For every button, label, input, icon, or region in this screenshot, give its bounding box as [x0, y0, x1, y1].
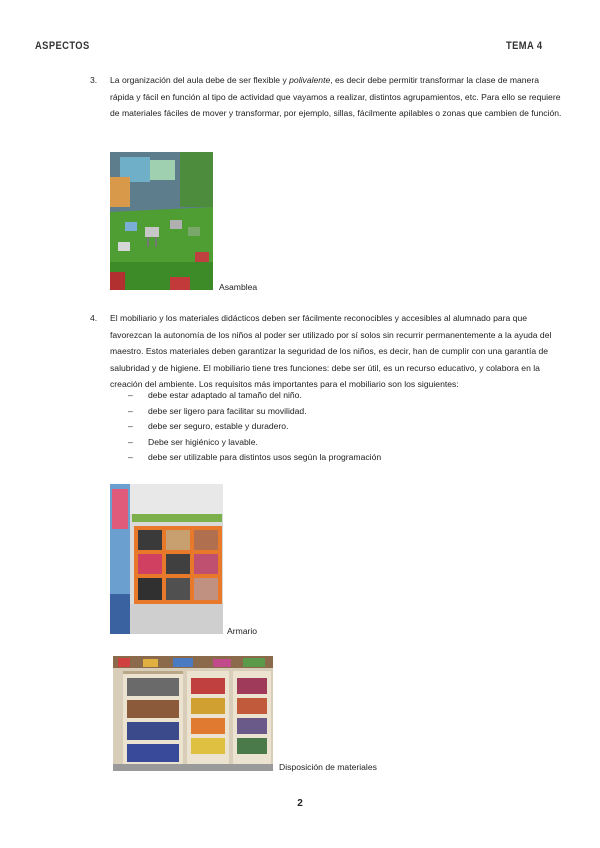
item3-paragraph	[110, 72, 565, 122]
figure1-caption: Asamblea	[219, 282, 258, 292]
item4-text: El mobiliario y los materiales didácticos deben ser fácilmente reconocibles y accesibles al alumnado para que favorezcan la autonomía de los niños al poder ser utilizado por sí solos sin recurrir permanentemente a la ayuda del maestro. Estos materiales deben garantizar la seguridad de los niños, es decir, han de cumplir con una garantía de salubridad y de higiene. El mobiliario tiene tres funciones: debe ser útil, es un recurso educativo, y colabora en la creación del ambiente. Los requisitos más importantes para el mobiliario son los siguientes:	[110, 313, 552, 389]
figure3-caption: Disposición de materiales	[279, 762, 377, 772]
figure2-caption: Armario	[227, 626, 258, 636]
requirements-list	[128, 388, 381, 466]
item3-text-before: La organización del aula debe de ser flexible y	[110, 75, 290, 85]
page-number: 2	[297, 798, 303, 809]
header-left: ASPECTOS	[35, 40, 90, 52]
list-item: – Debe ser higiénico y lavable.	[128, 435, 381, 451]
list-item: – debe ser utilizable para distintos usos según la programación	[128, 450, 381, 466]
list-item: – debe estar adaptado al tamaño del niño.	[128, 388, 381, 404]
item3-number: 3.	[90, 75, 98, 85]
cabinet-photo	[110, 484, 223, 634]
list-item: – debe ser ligero para facilitar su movilidad.	[128, 404, 381, 420]
item3-italic: polivalente	[289, 75, 331, 85]
item4-paragraph	[110, 310, 565, 393]
item3-text-after: , es decir debe permitir transformar la clase de manera rápida y fácil en función al tipo de actividad que vayamos a realizar, distintos agrupamientos, etc. Para ello se requiere de materiales fáciles de mover y transformar, por ejemplo, sillas, fácilmente apilables o zonas que cambien de función.	[110, 75, 562, 118]
header-right: TEMA 4	[506, 40, 543, 52]
item4-number: 4.	[90, 313, 98, 323]
assembly-photo	[110, 152, 213, 290]
materials-photo	[113, 656, 273, 771]
list-item: – debe ser seguro, estable y duradero.	[128, 419, 381, 435]
